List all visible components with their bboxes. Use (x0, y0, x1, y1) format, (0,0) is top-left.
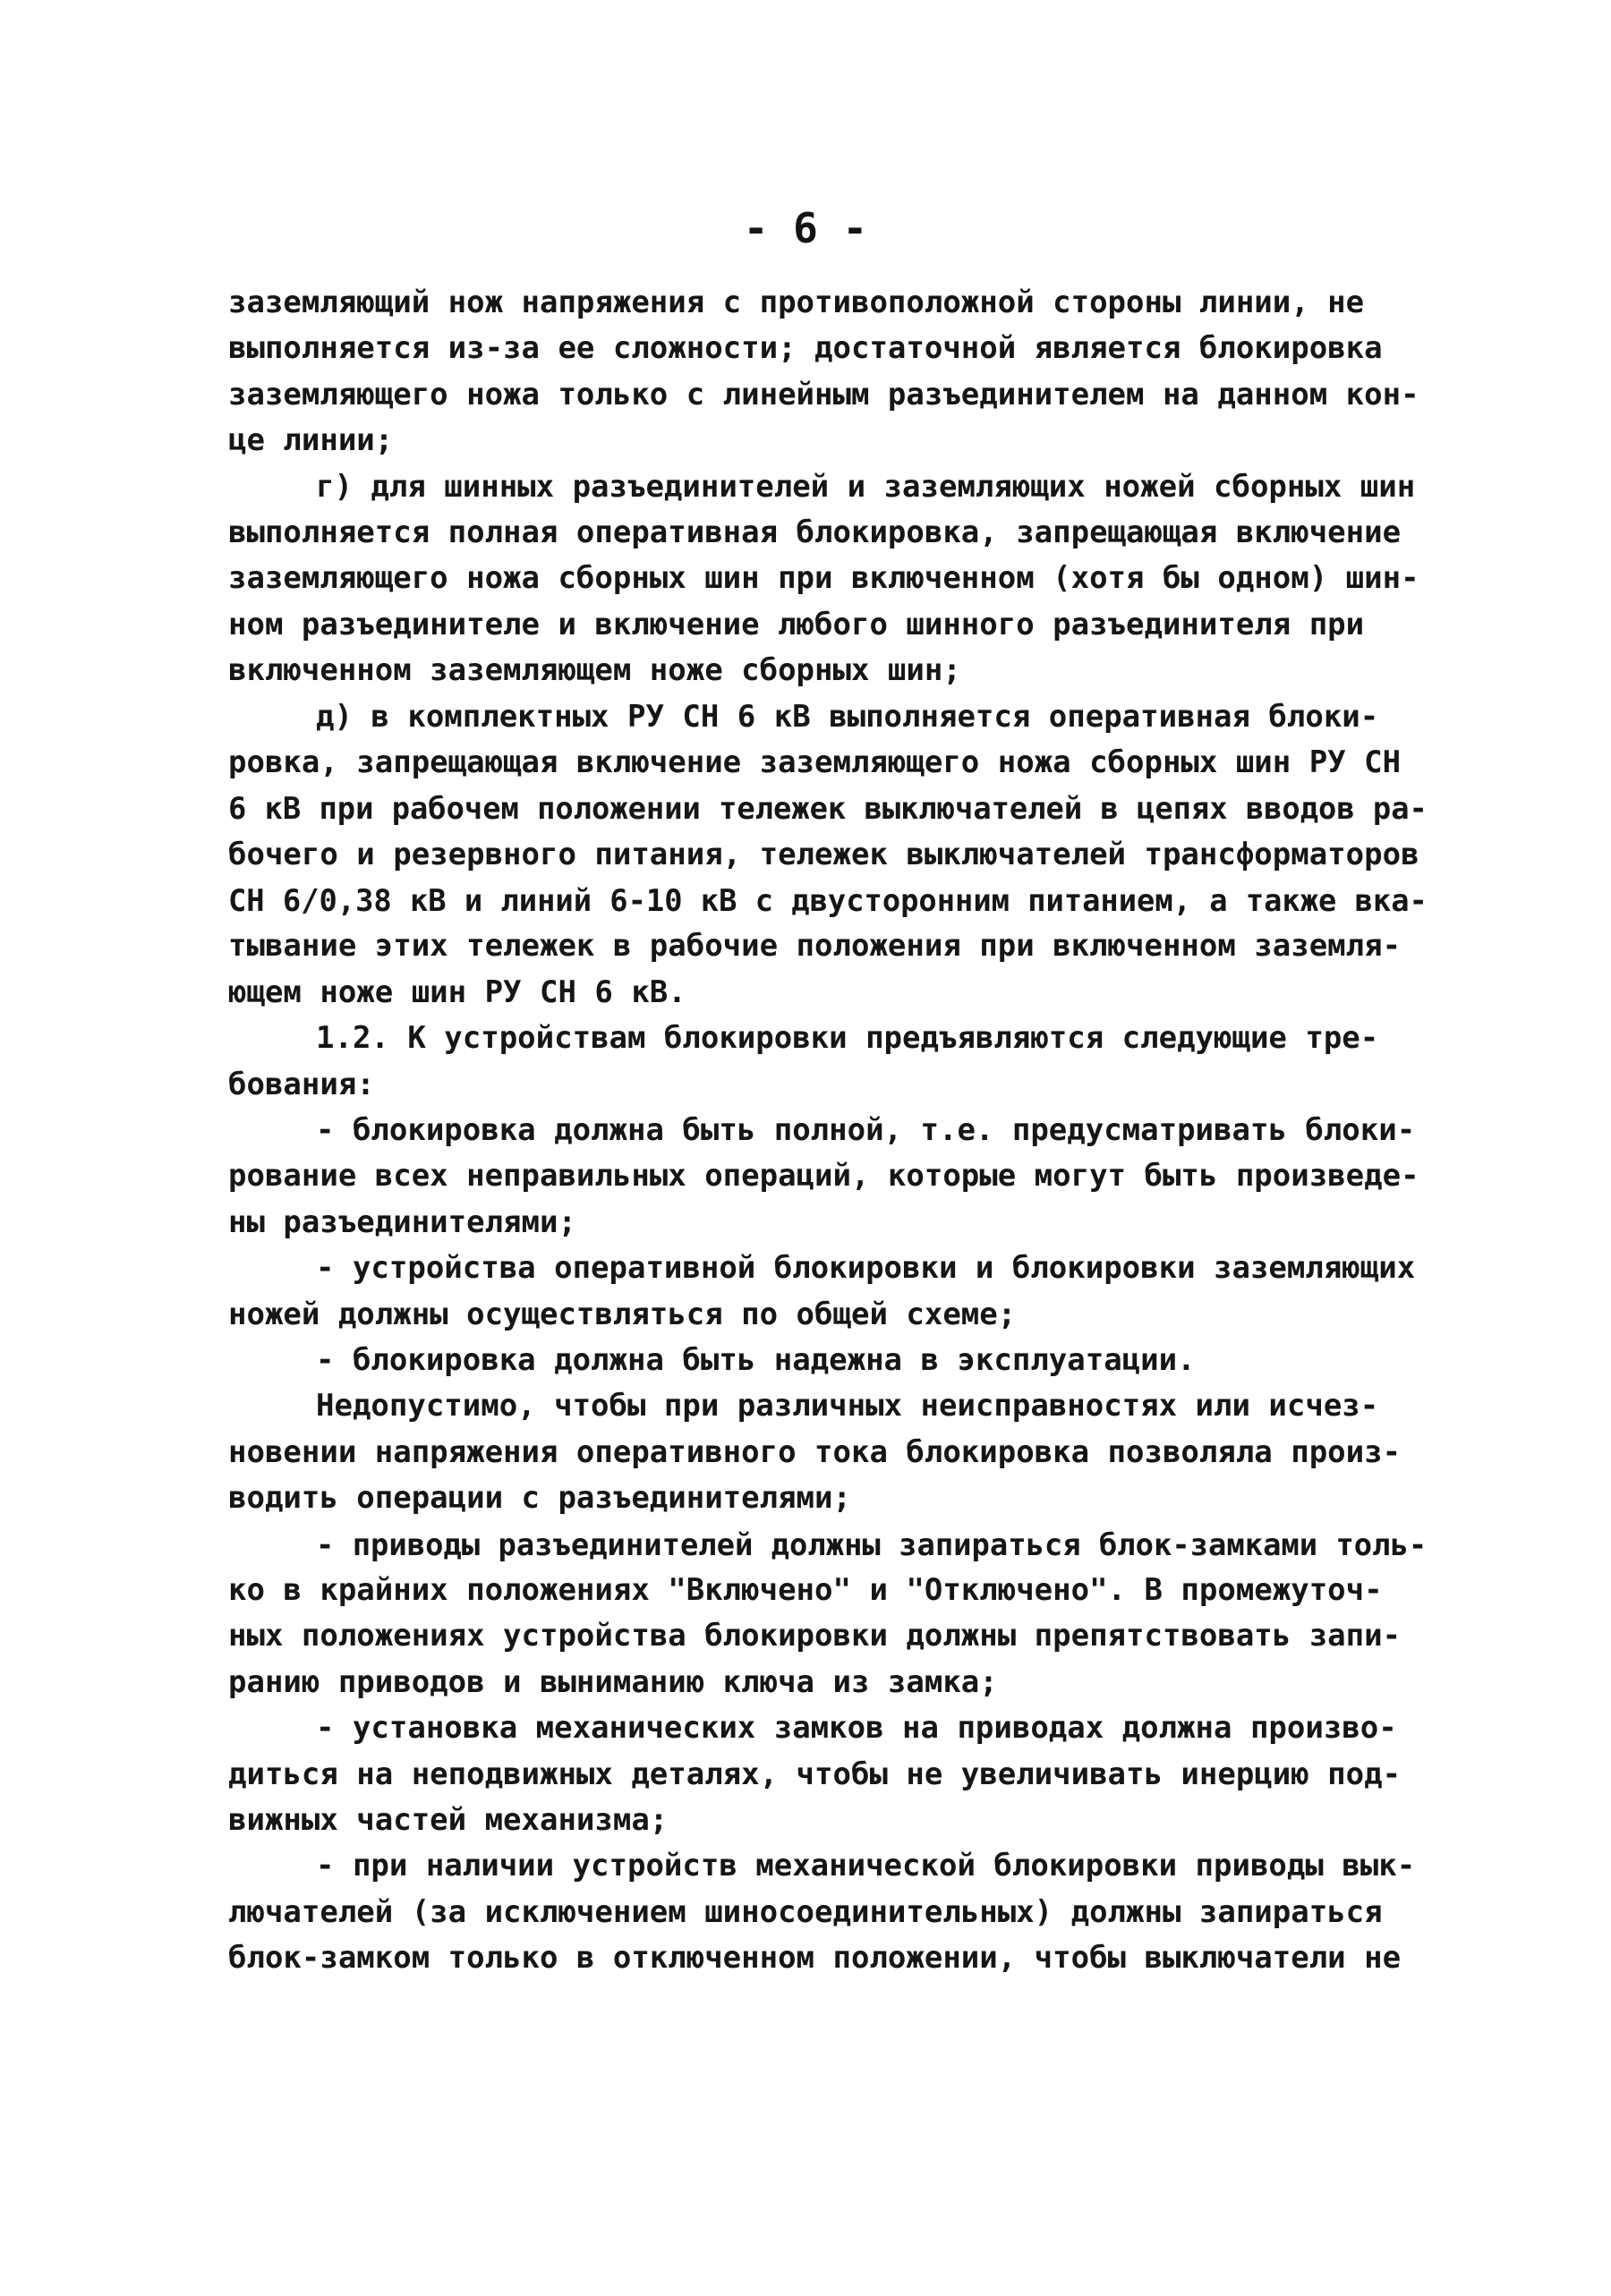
text-line: Недопустимо, чтобы при различных неисправностях или исчез- (316, 1388, 1379, 1424)
text-line: ющем ноже шин РУ СН 6 кВ. (228, 974, 686, 1010)
text-line: - при наличии устройств механической блокировки приводы вык- (316, 1848, 1416, 1884)
text-line: ножей должны осуществляться по общей схеме; (228, 1296, 1017, 1332)
text-line: г) для шинных разъединителей и заземляющих ножей сборных шин (316, 468, 1416, 505)
text-line: бования: (228, 1066, 375, 1102)
text-line: 1.2. К устройствам блокировки предъявляются следующие тре- (316, 1020, 1379, 1057)
text-line: заземляющего ножа сборных шин при включенном (хотя бы одном) шин- (228, 560, 1419, 597)
text-line: ровка, запрещающая включение заземляющего ножа сборных шин РУ СН (228, 744, 1402, 780)
text-line: СН 6/0,38 кВ и линий 6-10 кВ с двусторонним питанием, а также вка- (228, 883, 1428, 919)
text-line: включенном заземляющем ноже сборных шин; (228, 652, 961, 689)
text-line: ном разъединителе и включение любого шинного разъединителя при (228, 606, 1365, 642)
text-line: - блокировка должна быть надежна в эксплуатации. (316, 1341, 1196, 1378)
text-line: - блокировка должна быть полной, т.е. предусматривать блоки- (316, 1112, 1416, 1149)
text-line: вижных частей механизма; (228, 1801, 669, 1838)
body-text (228, 280, 1428, 1981)
text-line: ранию приводов и выниманию ключа из замка; (228, 1663, 998, 1700)
text-line: диться на неподвижных деталях, чтобы не увеличивать инерцию под- (228, 1756, 1402, 1792)
text-line: - приводы разъединителей должны запираться блок-замками толь- (316, 1526, 1428, 1562)
text-line: рование всех неправильных операций, которые могут быть произведе- (228, 1158, 1419, 1195)
text-line: водить операции с разъединителями; (228, 1480, 851, 1517)
text-line: ных положениях устройства блокировки должны препятствовать запи- (228, 1618, 1402, 1654)
text-line: це линии; (228, 422, 394, 459)
text-line: тывание этих тележек в рабочие положения при включенном заземля- (228, 928, 1402, 965)
page-number: - 6 - (743, 204, 868, 252)
text-line: бочего и резервного питания, тележек выключателей трансформаторов (228, 836, 1419, 872)
text-line: ко в крайних положениях "Включено" и "Отключено". В промежуточ- (228, 1571, 1383, 1608)
text-line: 6 кВ при рабочем положении тележек выключателей в цепях вводов ра- (228, 791, 1428, 827)
text-line: д) в комплектных РУ СН 6 кВ выполняется оперативная блоки- (316, 698, 1379, 735)
text-line: ны разъединителями; (228, 1203, 576, 1240)
text-line: выполняется из-за ее сложности; достаточной является блокировка (228, 330, 1383, 367)
text-line: лючателей (за исключением шиносоединительных) должны запираться (228, 1893, 1383, 1930)
text-line: - установка механических замков на приводах должна произво- (316, 1710, 1397, 1747)
text-line: заземляющего ножа только с линейным разъединителем на данном кон- (228, 376, 1419, 412)
text-line: новении напряжения оперативного тока блокировка позволяла произ- (228, 1433, 1402, 1470)
text-line: заземляющий нож напряжения с противоположной стороны линии, не (228, 285, 1365, 320)
text-line: - устройства оперативной блокировки и блокировки заземляющих (316, 1250, 1416, 1287)
text-line: блок-замком только в отключенном положении, чтобы выключатели не (228, 1940, 1402, 1977)
text-line: выполняется полная оперативная блокировка, запрещающая включение (228, 514, 1402, 550)
